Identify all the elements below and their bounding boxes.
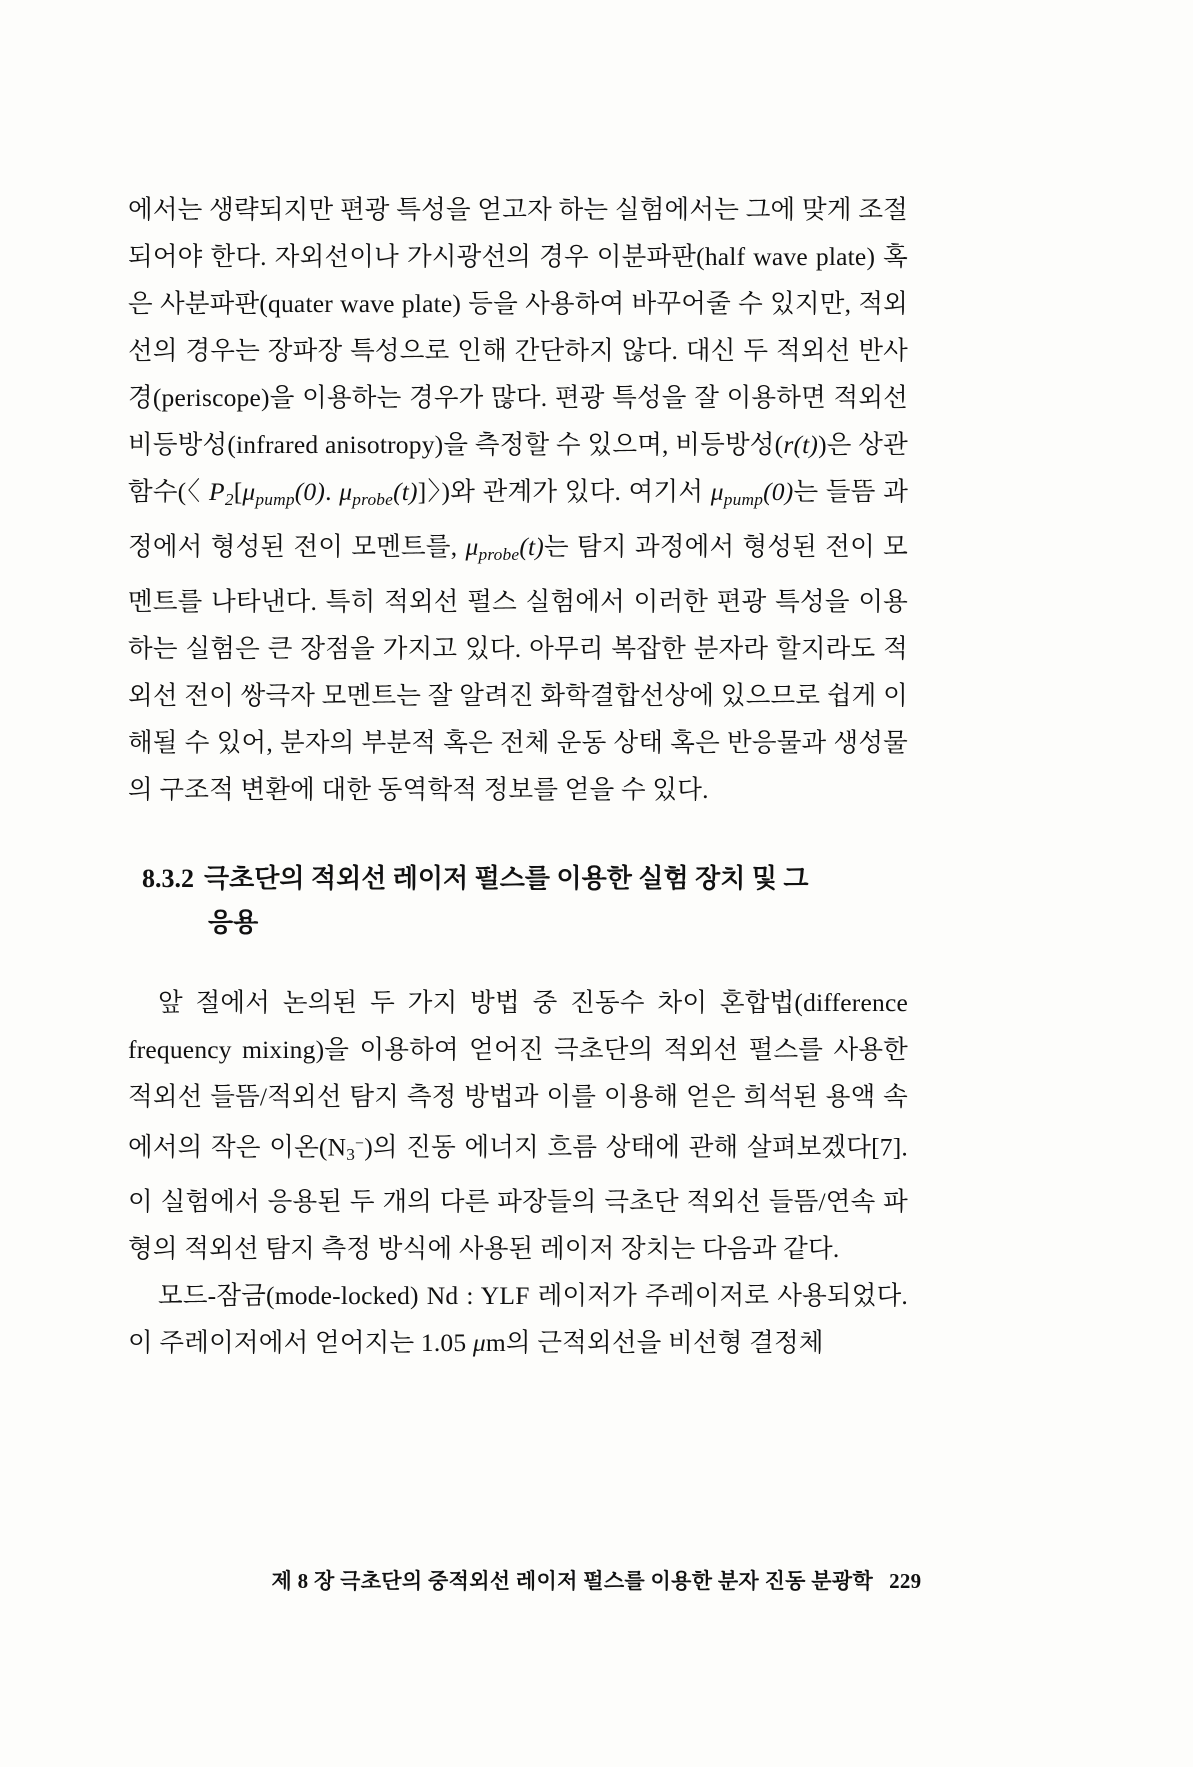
mu-pump-subscript: pump — [255, 489, 295, 509]
paragraph-2-segment-2: )의 진동 에너지 흐름 상태에 관해 살펴보겠다[7]. 이 실험에서 응용된 두 개의 다른 파장들의 극초단 적외선 들뜸/연속 파형의 적외선 탐지 측정 방식에 사용된 레이저 장치는 다음과 같다. — [128, 1131, 909, 1263]
anisotropy-argument: (t) — [793, 430, 819, 459]
page-footer — [0, 1565, 1193, 1595]
paragraph-3 — [128, 1272, 908, 1366]
mu-probe-subscript: probe — [352, 489, 394, 509]
footer-chapter-title: 제 8 장 극초단의 중적외선 레이저 펄스를 이용한 분자 진동 분광학 — [271, 1569, 874, 1593]
footer-page-number: 229 — [889, 1569, 922, 1593]
paragraph-1-segment-1: 에서는 생략되지만 편광 특성을 얻고자 하는 실험에서는 그에 맞게 조절되어야 한다. 자외선이나 가시광선의 경우 이분파판(half wave plate) 혹은 사분파판(quater wave plate) 등을 사용하여 바꾸어줄 수 있지만, 적외선의 경우는 장파장 특성으로 인해 간단하지 않다. 대신 두 적외선 반사경(periscope)을 이용하는 경우가 많다. 편광 특성을 잘 이용하면 적외선 비등방성(infrared anisotropy)을 측정할 수 있으며, 비등방성( — [128, 195, 908, 459]
mu-pump-argument-2: (0) — [763, 477, 794, 506]
paragraph-2 — [128, 979, 908, 1272]
mu-probe-argument: (t) — [393, 477, 418, 506]
page-content — [128, 186, 908, 1366]
anisotropy-symbol: r — [783, 430, 794, 459]
legendre-subscript: 2 — [224, 489, 234, 509]
azide-charge: − — [355, 1134, 365, 1152]
paragraph-1-segment-4: 는 들뜸 과정에서 형성된 전이 모멘트를, — [128, 477, 909, 561]
mu-probe-subscript-2: probe — [478, 544, 520, 564]
paragraph-1-segment-3: 〉)와 관계가 있다. 여기서 — [426, 477, 711, 506]
mu-pump-symbol-2: μ — [710, 477, 724, 506]
mu-pump-argument: (0) — [294, 477, 326, 506]
mu-probe-symbol-2: μ — [465, 531, 479, 561]
paragraph-2-segment-1: 앞 절에서 논의된 두 가지 방법 중 진동수 차이 혼합법(difference frequency mixing)을 이용하여 얻어진 극초단의 적외선 펄스를 사용한 적외선 들뜸/적외선 탐지 측정 방법과 이를 이용해 얻은 희석된 용액 속에서의 작은 이온(N — [128, 987, 908, 1161]
section-heading — [128, 857, 908, 945]
paragraph-1-segment-2: )은 상관함수(〈 — [128, 430, 908, 506]
mu-pump-subscript-2: pump — [723, 489, 764, 509]
bracket-close: ] — [417, 477, 427, 506]
paragraph-1-segment-5: 는 탐지 과정에서 형성된 전이 모멘트를 나타낸다. 특히 적외선 펄스 실험에서 이러한 편광 특성을 이용하는 실험은 큰 장점을 가지고 있다. 아무리 복잡한 분자라 할지라도 적외선 전이 쌍극자 모멘트는 잘 알려진 화학결합선상에 있으므로 쉽게 이해될 수 있어, 분자의 부분적 혹은 전체 운동 상태 혹은 반응물과 생성물의 구조적 변환에 대한 동역학적 정보를 얻을 수 있다. — [128, 531, 908, 804]
legendre-symbol: P — [209, 477, 225, 506]
azide-subscript: 3 — [346, 1144, 356, 1164]
paragraph-3-segment-1: 모드-잠금(mode-locked) Nd : YLF 레이저가 주레이저로 사용되었다. 이 주레이저에서 얻어지는 1.05 — [128, 1280, 908, 1357]
section-title-line-2: 응용 — [208, 907, 259, 937]
dot-operator: . — [325, 477, 332, 506]
bracket-open: [ — [233, 477, 243, 506]
section-number: 8.3.2 — [142, 863, 194, 893]
paragraph-1 — [128, 186, 908, 813]
micron-symbol: μ — [472, 1327, 486, 1357]
section-title-line-1: 극초단의 적외선 레이저 펄스를 이용한 실험 장치 및 그 — [204, 863, 809, 893]
mu-probe-symbol: μ — [339, 477, 353, 506]
mu-probe-argument-2: (t) — [519, 531, 544, 561]
paragraph-3-segment-2: m의 근적외선을 비선형 결정체 — [485, 1327, 824, 1357]
mu-pump-symbol: μ — [242, 477, 256, 506]
